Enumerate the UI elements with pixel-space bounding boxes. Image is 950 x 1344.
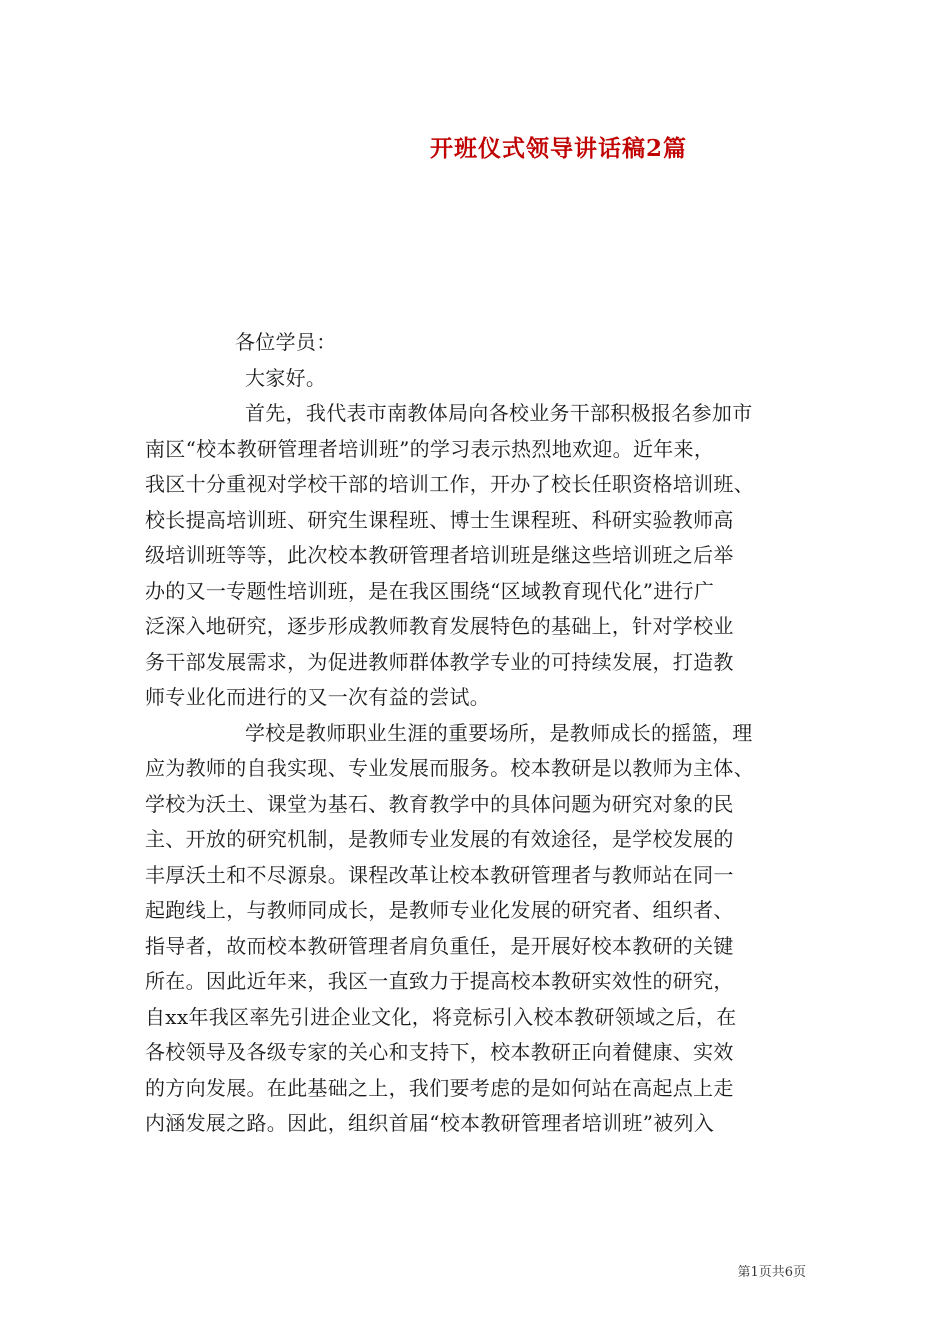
paragraph-line: 学校是教师职业生涯的重要场所，是教师成长的摇篮，理 (245, 720, 753, 745)
page-indicator: 第1页共6页 (737, 1265, 806, 1280)
paragraph-line: 应为教师的自我实现、专业发展而服务。校本教研是以教师为主体、 (145, 756, 754, 780)
paragraph-line: 指导者，故而校本教研管理者肩负重任，是开展好校本教研的关键 (145, 933, 734, 958)
salutation: 各位学员： (235, 330, 337, 354)
paragraph-line: 校长提高培训班、研究生课程班、博士生课程班、科研实验教师高 (145, 507, 734, 532)
paragraph-1 (145, 396, 815, 716)
paragraph-line: 所在。因此近年来，我区一直致力于提高校本教研实效性的研究， (145, 969, 734, 993)
paragraph-line: 泛深入地研究，逐步形成教师教育发展特色的基础上，针对学校业 (145, 614, 734, 638)
paragraph-line: 南区“校本教研管理者培训班”的学习表示热烈地欢迎。近年来， (145, 436, 715, 461)
document-body (145, 325, 815, 1142)
paragraph-line: 主、开放的研究机制，是教师专业发展的有效途径，是学校发展的 (145, 827, 734, 851)
paragraph-line: 我区十分重视对学校干部的培训工作，开办了校长任职资格培训班、 (145, 472, 754, 496)
greeting: 大家好。 (245, 365, 327, 390)
paragraph-2 (145, 716, 815, 1142)
page-title: 开班仪式领导讲话稿2篇 (430, 135, 688, 162)
paragraph-line: 首先，我代表市南教体局向各校业务干部积极报名参加市 (245, 401, 753, 425)
paragraph-line: 务干部发展需求，为促进教师群体教学专业的可持续发展，打造教 (145, 649, 734, 674)
paragraph-line: 内涵发展之路。因此，组织首届“校本教研管理者培训班”被列入 (145, 1111, 715, 1135)
paragraph-line: 自xx年我区率先引进企业文化，将竞标引入校本教研领域之后，在 (145, 1004, 737, 1029)
paragraph-line: 各校领导及各级专家的关心和支持下，校本教研正向着健康、实效 (145, 1040, 734, 1064)
paragraph-line: 级培训班等等，此次校本教研管理者培训班是继这些培训班之后举 (145, 543, 734, 567)
paragraph-line: 丰厚沃土和不尽源泉。课程改革让校本教研管理者与教师站在同一 (145, 862, 734, 887)
paragraph-line: 学校为沃土、课堂为基石、教育教学中的具体问题为研究对象的民 (145, 791, 734, 816)
paragraph-line: 师专业化而进行的又一次有益的尝试。 (145, 685, 491, 709)
paragraph-line: 办的又一专题性培训班，是在我区围绕“区域教育现代化”进行广 (145, 578, 715, 603)
paragraph-line: 起跑线上，与教师同成长，是教师专业化发展的研究者、组织者、 (145, 898, 734, 922)
paragraph-line: 的方向发展。在此基础之上，我们要考虑的是如何站在高起点上走 (145, 1075, 734, 1100)
